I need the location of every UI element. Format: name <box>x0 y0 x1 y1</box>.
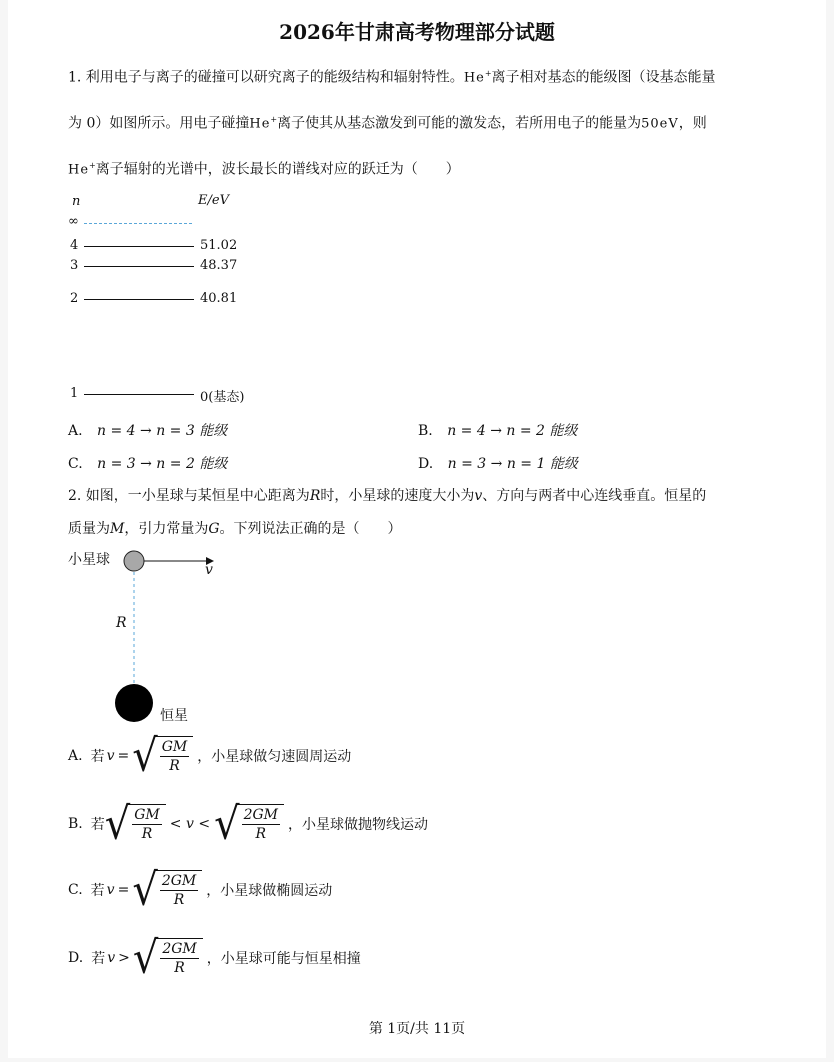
q2-options-B-num1: GM <box>134 807 160 823</box>
sqrt-2gm-r: √ $\frac{2GM}{R}$ <box>214 804 284 844</box>
q2-option-b[interactable] <box>68 798 428 850</box>
q1-option-b[interactable] <box>418 420 577 440</box>
q1-line-1 <box>68 64 716 89</box>
small-star-label: 小星球 <box>68 552 110 568</box>
q1-option-c[interactable] <box>68 453 227 473</box>
q2-options-C-den: R <box>173 892 185 908</box>
energy-axis-label <box>198 193 229 208</box>
q2-options-A-pre: 若 <box>90 749 105 765</box>
q2-option-a[interactable] <box>68 730 352 782</box>
q2-options-B-den2: R <box>255 826 267 842</box>
q1-text-c: 为 0）如图所示。用电子碰撞 <box>68 115 250 132</box>
q2-options-D-num: 2GM <box>162 941 197 957</box>
q2-options-A-var: v <box>106 748 115 764</box>
radius-label: R <box>116 615 127 631</box>
q2-line-1 <box>68 486 706 506</box>
q2-options-D-post: ，小星球可能与恒星相撞 <box>206 951 361 967</box>
q1-option-a[interactable] <box>68 420 227 440</box>
q2-options-B-pre: 若 <box>90 817 105 833</box>
electron-energy: 50eV <box>641 116 679 132</box>
sqrt-gm-r: √ $\frac{GM}{R}$ <box>105 804 166 844</box>
level-1-line <box>84 394 194 395</box>
option-letter: B. <box>418 423 433 439</box>
option-text: n = 3 → n = 1 能级 <box>447 456 578 472</box>
page-title: 2026年甘肃高考物理部分试题 <box>279 20 555 44</box>
q1-text-b: 离子相对基态的能级图（设基态能量 <box>491 69 716 86</box>
level-1-energy: 0(基态) <box>200 390 245 405</box>
small-star-icon <box>124 551 144 571</box>
q2-R: R <box>309 488 321 504</box>
q2-options-A-letter: A. <box>68 748 83 764</box>
level-4-energy: 51.02 <box>200 238 238 253</box>
q2-options-B-den1: R <box>141 826 153 842</box>
q2-options-C-num: 2GM <box>161 873 197 889</box>
q2-options-D-var: v <box>107 950 116 966</box>
q2-options-D-den: R <box>174 960 185 976</box>
level-4-n: 4 <box>70 238 79 253</box>
level-3-energy: 48.37 <box>200 258 238 273</box>
q2-line2-c: 。下列说法正确的是（ ） <box>219 521 402 537</box>
level-3-line <box>84 266 194 267</box>
q1-option-d[interactable] <box>418 453 578 473</box>
he-ion: He <box>463 70 485 86</box>
q2-line-2 <box>68 519 402 539</box>
q1-line-2 <box>68 110 707 135</box>
q2-options-C-var: v <box>106 882 115 898</box>
q2-options-C-pre: 若 <box>90 883 105 899</box>
q2-option-c[interactable] <box>68 864 333 916</box>
q2-options-B-post: ，小星球做抛物线运动 <box>288 817 428 833</box>
inf-label: ∞ <box>68 214 79 229</box>
level-4-line <box>84 246 194 247</box>
velocity-label: v <box>205 562 213 578</box>
q1-text-d: 离子使其从基态激发到可能的激发态，若所用电子的能量为 <box>277 115 642 132</box>
option-text: n = 4 → n = 3 能级 <box>97 423 228 439</box>
sqrt-gm-r: √ $\frac{GM}{R}$ <box>132 736 193 776</box>
sqrt-2gm-r: √ $\frac{2GM}{R}$ <box>132 870 202 910</box>
q2-options-D-pre: 若 <box>91 951 106 967</box>
q1-line-3 <box>68 156 460 181</box>
level-1-n: 1 <box>70 386 79 401</box>
q2-options-D-op: > <box>118 950 130 966</box>
q2-option-d[interactable] <box>68 932 361 984</box>
inf-level-line <box>84 223 192 224</box>
q2-options-A-den: R <box>169 758 180 774</box>
level-2-energy: 40.81 <box>200 291 238 306</box>
q2-options-C-op: = <box>117 882 130 898</box>
he-ion: He <box>249 116 271 132</box>
star-label: 恒星 <box>160 708 188 724</box>
level-2-n: 2 <box>70 291 79 306</box>
he-charge: + <box>89 161 96 170</box>
q2-options-A-post: ，小星球做匀速圆周运动 <box>197 749 352 765</box>
q2-options-D-letter: D. <box>68 950 84 966</box>
q2-line2-b: ，引力常量为 <box>124 521 209 537</box>
he-charge: + <box>270 115 278 124</box>
exam-page <box>8 0 826 1058</box>
option-letter: C. <box>68 456 83 472</box>
q1-text-f: 离子辐射的光谱中，波长最长的谱线对应的跃迁为（ ） <box>95 161 460 178</box>
q1-diagram-e-label: E/eV <box>198 193 229 208</box>
q2-options-A-num: GM <box>161 739 188 755</box>
q2-options-B-letter: B. <box>68 816 83 832</box>
n-axis-label: n <box>72 194 81 209</box>
sqrt-2gm-r: √ $\frac{2GM}{R}$ <box>133 938 203 978</box>
q2-options-B-num2: 2GM <box>243 807 278 823</box>
level-2-line <box>84 299 194 300</box>
q2-line1-a: 2. 如图，一小星球与某恒星中心距离为 <box>68 488 310 504</box>
option-letter: D. <box>418 456 434 472</box>
he-charge: + <box>484 69 492 78</box>
q2-line1-b: 时，小星球的速度大小为 <box>320 488 475 504</box>
q2-options-C-post: ，小星球做椭圆运动 <box>206 883 333 899</box>
star-icon <box>115 684 153 722</box>
q2-G: G <box>208 521 220 537</box>
level-3-n: 3 <box>70 258 79 273</box>
q1-text-e: ，则 <box>678 115 707 132</box>
q2-options-B-mid: < v < <box>169 816 211 832</box>
q2-line2-a: 质量为 <box>68 521 110 537</box>
page-footer: 第 1页/共 11页 <box>368 1021 466 1037</box>
q2-M: M <box>110 521 125 537</box>
option-text: n = 3 → n = 2 能级 <box>97 456 228 472</box>
q1-text-a: 1. 利用电子与离子的碰撞可以研究离子的能级结构和辐射特性。 <box>68 69 464 86</box>
he-ion: He <box>68 162 90 178</box>
option-letter: A. <box>68 423 83 439</box>
q2-v: v <box>474 488 483 504</box>
option-text: n = 4 → n = 2 能级 <box>447 423 578 439</box>
q2-options-C-letter: C. <box>68 882 83 898</box>
q2-options-A-op: = <box>117 748 130 764</box>
q2-line1-c: 、方向与两者中心连线垂直。恒星的 <box>482 488 707 504</box>
